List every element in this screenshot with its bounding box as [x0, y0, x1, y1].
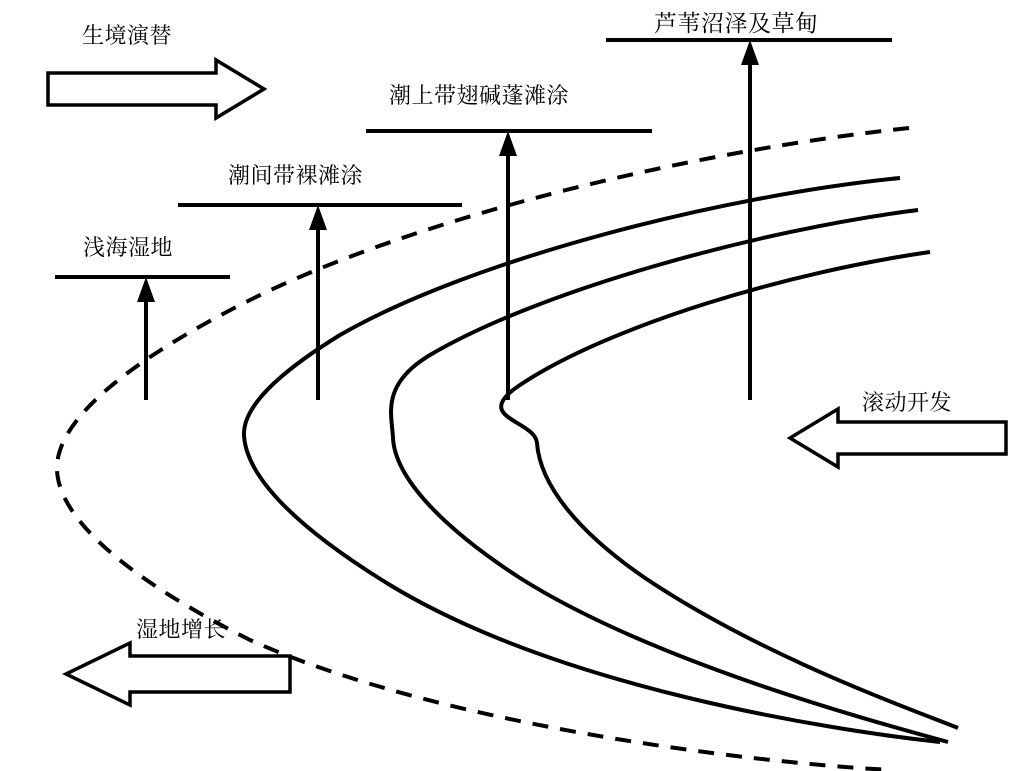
- label-rolling-development: 滚动开发: [862, 391, 953, 416]
- label-habitat-succession: 生境演替: [82, 24, 173, 49]
- shoreline-solid-curve-2: [391, 210, 948, 742]
- zone-pointer-head-supratidal: [499, 131, 517, 156]
- zone-pointer-head-reed-marsh: [741, 40, 759, 65]
- succession-block-arrow: [48, 60, 264, 118]
- zone-pointer-head-shallow-sea: [137, 277, 155, 302]
- label-reed-marsh-meadow: 芦苇沼泽及草甸: [654, 11, 819, 37]
- zone-pointer-head-intertidal: [309, 205, 327, 230]
- wetland-growth-block-arrow: [66, 643, 290, 705]
- label-shallow-sea-wetland: 浅海湿地: [83, 236, 174, 261]
- rolling-development-block-arrow: [790, 409, 1006, 467]
- label-intertidal-bare-flat: 潮间带裸滩涂: [228, 164, 364, 189]
- shoreline-solid-curve-3: [501, 252, 958, 728]
- label-wetland-growth: 湿地增长: [136, 618, 227, 643]
- label-supratidal-suaeda-flat: 潮上带翅碱蓬滩涂: [389, 84, 570, 109]
